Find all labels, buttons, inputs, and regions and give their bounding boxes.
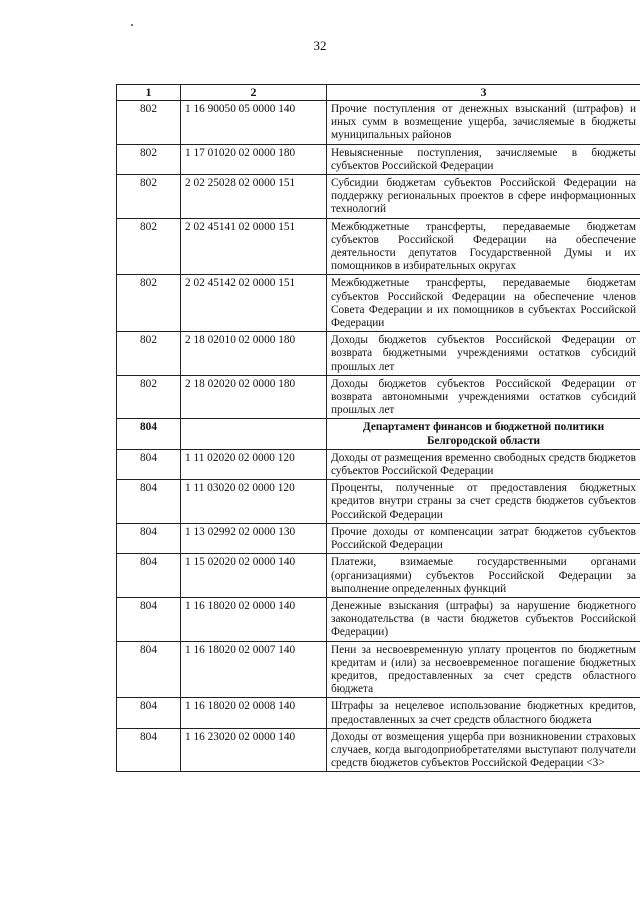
revenue-description-cell: Департамент финансов и бюджетной политики Белгородской области: [327, 419, 640, 449]
admin-code-cell: 804: [117, 449, 181, 479]
revenue-code-cell: 2 02 45142 02 0000 151: [181, 275, 327, 332]
scan-speck: [131, 24, 133, 26]
page-number: 32: [313, 38, 327, 53]
table-body: [117, 101, 640, 772]
admin-code-cell: 804: [117, 554, 181, 598]
revenue-description-cell: Проценты, полученные от предоставления бюджетных кредитов внутри страны за счет средств бюджетов субъектов Российской Федерации: [327, 480, 640, 524]
table-row: [117, 275, 640, 332]
revenue-code-cell: 1 11 03020 02 0000 120: [181, 480, 327, 524]
column-header-2: 2: [181, 85, 327, 101]
admin-code-cell: 804: [117, 641, 181, 698]
revenue-description-cell: Доходы от размещения временно свободных средств бюджетов субъектов Российской Федерации: [327, 449, 640, 479]
column-header-3: 3: [327, 85, 640, 101]
revenue-description-cell: Межбюджетные трансферты, передаваемые бюджетам субъектов Российской Федерации на обеспечение членов Совета Федерации и их помощников в субъектах Российской Федерации: [327, 275, 640, 332]
table-row: [117, 375, 640, 419]
table-row: [117, 175, 640, 219]
table-row: [117, 449, 640, 479]
revenue-description-cell: Штрафы за нецелевое использование бюджетных кредитов, предоставленных за счет средств областного бюджета: [327, 698, 640, 728]
revenue-description-cell: Доходы от возмещения ущерба при возникновении страховых случаев, когда выгодоприобретателями выступают получатели средств бюджетов субъектов Российской Федерации <3>: [327, 728, 640, 772]
admin-code-cell: 802: [117, 375, 181, 419]
admin-code-cell: 804: [117, 597, 181, 641]
admin-code-cell: 804: [117, 523, 181, 553]
revenue-description-cell: Денежные взыскания (штрафы) за нарушение бюджетного законодательства (в части бюджетов субъектов Российской Федерации): [327, 597, 640, 641]
column-header-1: 1: [117, 85, 181, 101]
table-header-row: [117, 85, 640, 101]
admin-code-cell: 802: [117, 144, 181, 174]
table-row: [117, 698, 640, 728]
revenue-code-cell: 1 16 18020 02 0000 140: [181, 597, 327, 641]
admin-code-cell: 802: [117, 275, 181, 332]
admin-code-cell: 802: [117, 101, 181, 145]
table-row: [117, 597, 640, 641]
table-row: [117, 641, 640, 698]
admin-code-cell: 804: [117, 698, 181, 728]
revenue-code-cell: 1 11 02020 02 0000 120: [181, 449, 327, 479]
revenue-code-cell: 1 15 02020 02 0000 140: [181, 554, 327, 598]
revenue-description-cell: Субсидии бюджетам субъектов Российской Федерации на поддержку региональных проектов в сфере информационных технологий: [327, 175, 640, 219]
table-row: [117, 218, 640, 275]
admin-code-cell: 802: [117, 332, 181, 376]
table-row: [117, 480, 640, 524]
revenue-code-cell: 1 17 01020 02 0000 180: [181, 144, 327, 174]
table-row: [117, 523, 640, 553]
admin-code-cell: 804: [117, 728, 181, 772]
revenue-description-cell: Доходы бюджетов субъектов Российской Федерации от возврата автономными учреждениями остатков субсидий прошлых лет: [327, 375, 640, 419]
admin-code-cell: 802: [117, 175, 181, 219]
table-row: [117, 728, 640, 772]
revenue-description-cell: Невыясненные поступления, зачисляемые в бюджеты субъектов Российской Федерации: [327, 144, 640, 174]
revenue-code-cell: [181, 419, 327, 449]
revenue-description-cell: Прочие доходы от компенсации затрат бюджетов субъектов Российской Федерации: [327, 523, 640, 553]
revenue-code-cell: 1 16 18020 02 0007 140: [181, 641, 327, 698]
revenue-description-cell: Прочие поступления от денежных взысканий (штрафов) и иных сумм в возмещение ущерба, зачисляемые в бюджеты муниципальных районов: [327, 101, 640, 145]
revenue-code-cell: 2 18 02020 02 0000 180: [181, 375, 327, 419]
revenue-description-cell: Межбюджетные трансферты, передаваемые бюджетам субъектов Российской Федерации на обеспечение деятельности депутатов Государственной Думы и их помощников в избирательных округах: [327, 218, 640, 275]
table-row: [117, 101, 640, 145]
revenue-codes-table: [116, 84, 640, 772]
admin-code-cell: 804: [117, 480, 181, 524]
revenue-code-cell: 1 16 23020 02 0000 140: [181, 728, 327, 772]
table-row: [117, 144, 640, 174]
revenue-code-cell: 1 16 90050 05 0000 140: [181, 101, 327, 145]
revenue-description-cell: Пени за несвоевременную уплату процентов по бюджетным кредитам и (или) за несвоевременное погашение бюджетных кредитов, предоставленных за счет средств областного бюджета: [327, 641, 640, 698]
revenue-code-cell: 2 02 25028 02 0000 151: [181, 175, 327, 219]
admin-code-cell: 802: [117, 218, 181, 275]
revenue-code-cell: 1 13 02992 02 0000 130: [181, 523, 327, 553]
department-row: [117, 419, 640, 449]
table-row: [117, 332, 640, 376]
admin-code-cell: 804: [117, 419, 181, 449]
revenue-code-cell: 1 16 18020 02 0008 140: [181, 698, 327, 728]
revenue-description-cell: Платежи, взимаемые государственными органами (организациями) субъектов Российской Федерации за выполнение определенных функций: [327, 554, 640, 598]
revenue-code-cell: 2 18 02010 02 0000 180: [181, 332, 327, 376]
revenue-description-cell: Доходы бюджетов субъектов Российской Федерации от возврата бюджетными учреждениями остатков субсидий прошлых лет: [327, 332, 640, 376]
revenue-code-cell: 2 02 45141 02 0000 151: [181, 218, 327, 275]
table-row: [117, 554, 640, 598]
